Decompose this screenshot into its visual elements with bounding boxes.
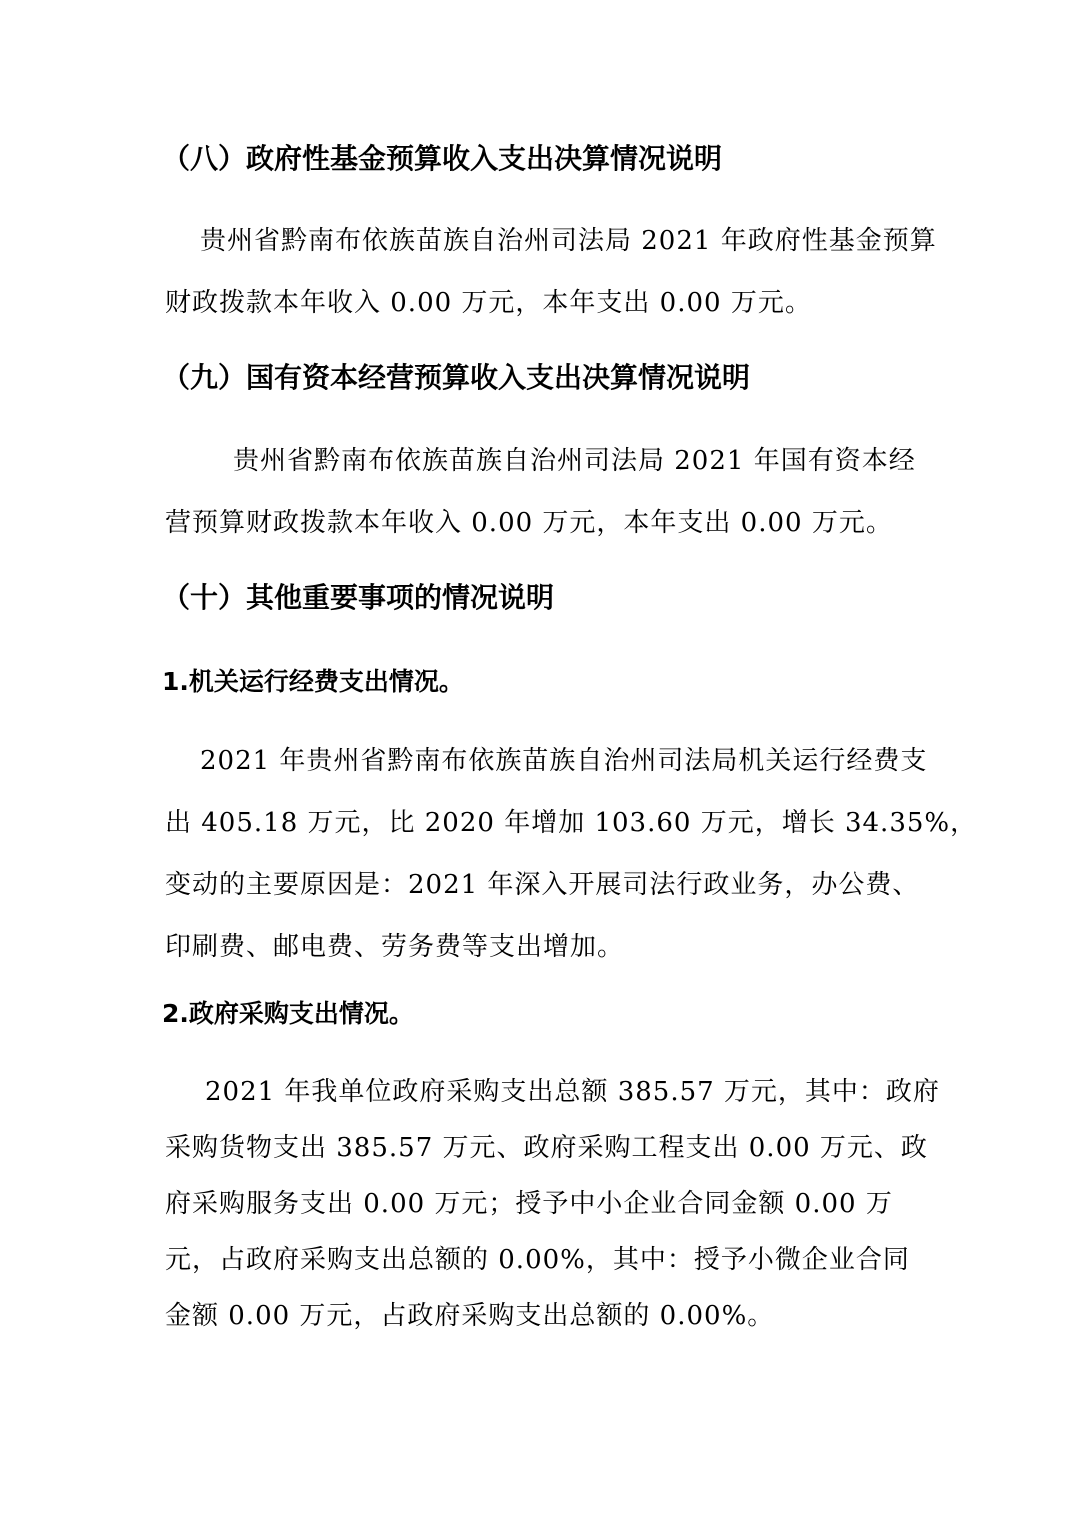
section-10-heading: （十）其他重要事项的情况说明 xyxy=(162,581,555,614)
item-1-title: 1.机关运行经费支出情况。 xyxy=(162,667,464,696)
item-1-paragraph xyxy=(165,730,978,978)
paragraph-line: 金额 0.00 万元，占政府采购支出总额的 0.00%。 xyxy=(165,1301,775,1331)
paragraph-line: 营预算财政拨款本年收入 0.00 万元，本年支出 0.00 万元。 xyxy=(165,508,893,538)
paragraph-line: 2021 年我单位政府采购支出总额 385.57 万元，其中：政府 xyxy=(205,1077,940,1107)
section-9-paragraph xyxy=(165,430,915,554)
paragraph-line: 变动的主要原因是：2021 年深入开展司法行政业务，办公费、 xyxy=(165,870,920,900)
paragraph-line: 印刷费、邮电费、劳务费等支出增加。 xyxy=(165,932,625,962)
section-9-heading: （九）国有资本经营预算收入支出决算情况说明 xyxy=(162,361,751,394)
paragraph-line: 出 405.18 万元，比 2020 年增加 103.60 万元，增长 34.35%， xyxy=(165,808,978,838)
paragraph-line: 2021 年贵州省黔南布依族苗族自治州司法局机关运行经费支 xyxy=(200,746,928,776)
item-2-title: 2.政府采购支出情况。 xyxy=(162,999,414,1028)
section-8-heading: （八）政府性基金预算收入支出决算情况说明 xyxy=(162,142,723,175)
paragraph-line: 元，占政府采购支出总额的 0.00%，其中：授予小微企业合同 xyxy=(165,1245,910,1275)
paragraph-line: 府采购服务支出 0.00 万元；授予中小企业合同金额 0.00 万 xyxy=(165,1189,893,1219)
paragraph-line: 采购货物支出 385.57 万元、政府采购工程支出 0.00 万元、政 xyxy=(165,1133,928,1163)
paragraph-line: 贵州省黔南布依族苗族自治州司法局 2021 年政府性基金预算 xyxy=(200,226,937,256)
item-2-paragraph xyxy=(165,1064,940,1344)
section-8-paragraph xyxy=(165,210,937,334)
paragraph-line: 财政拨款本年收入 0.00 万元，本年支出 0.00 万元。 xyxy=(165,288,812,318)
paragraph-line: 贵州省黔南布依族苗族自治州司法局 2021 年国有资本经 xyxy=(233,446,916,476)
